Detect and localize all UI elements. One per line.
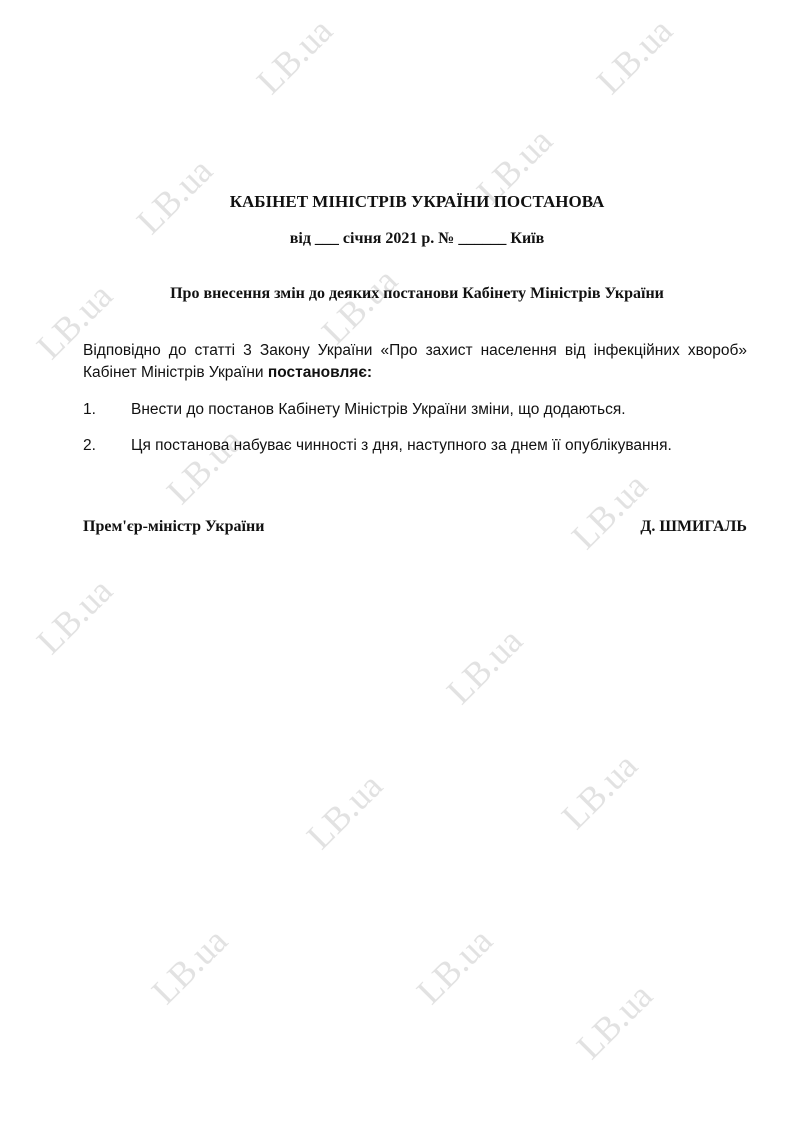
watermark: LB.ua — [563, 465, 656, 557]
watermark: LB.ua — [128, 150, 221, 242]
watermark: LB.ua — [28, 570, 121, 662]
watermark: LB.ua — [438, 620, 531, 712]
document-date-line: від ___ січня 2021 р. № ______ Київ — [289, 230, 545, 247]
document-subject: Про внесення змін до деяких постанови Кабінету Міністрів України — [170, 285, 664, 302]
watermark: LB.ua — [588, 10, 681, 102]
list-item — [83, 399, 747, 421]
watermark: LB.ua — [568, 975, 661, 1067]
list-item-number: 1. — [83, 401, 96, 418]
watermark: LB.ua — [553, 745, 646, 837]
signatory-position: Прем'єр-міністр України — [83, 518, 265, 535]
watermark: LB.ua — [468, 120, 561, 212]
list-item — [83, 435, 747, 457]
watermark: LB.ua — [408, 920, 501, 1012]
watermark: LB.ua — [248, 10, 341, 102]
preamble-paragraph — [83, 340, 747, 384]
signatory-name: Д. ШМИГАЛЬ — [640, 518, 747, 535]
preamble-text: Відповідно до статті 3 Закону України «Про захист населення від інфекційних хвороб» Кабінет Міністрів України — [83, 342, 747, 381]
list-item-number: 2. — [83, 437, 96, 454]
preamble-bold: постановляє: — [267, 364, 373, 381]
watermark: LB.ua — [158, 420, 251, 512]
list-item-text: Внести до постанов Кабінету Міністрів України зміни, що додаються. — [131, 401, 626, 418]
list-item-text: Ця постанова набуває чинності з дня, наступного за днем її опублікування. — [131, 437, 672, 454]
watermark: LB.ua — [313, 260, 406, 352]
watermark: LB.ua — [298, 765, 391, 857]
signature-block — [83, 518, 747, 536]
document-title: КАБІНЕТ МІНІСТРІВ УКРАЇНИ ПОСТАНОВА — [229, 192, 605, 211]
watermark: LB.ua — [28, 275, 121, 367]
watermark: LB.ua — [143, 920, 236, 1012]
